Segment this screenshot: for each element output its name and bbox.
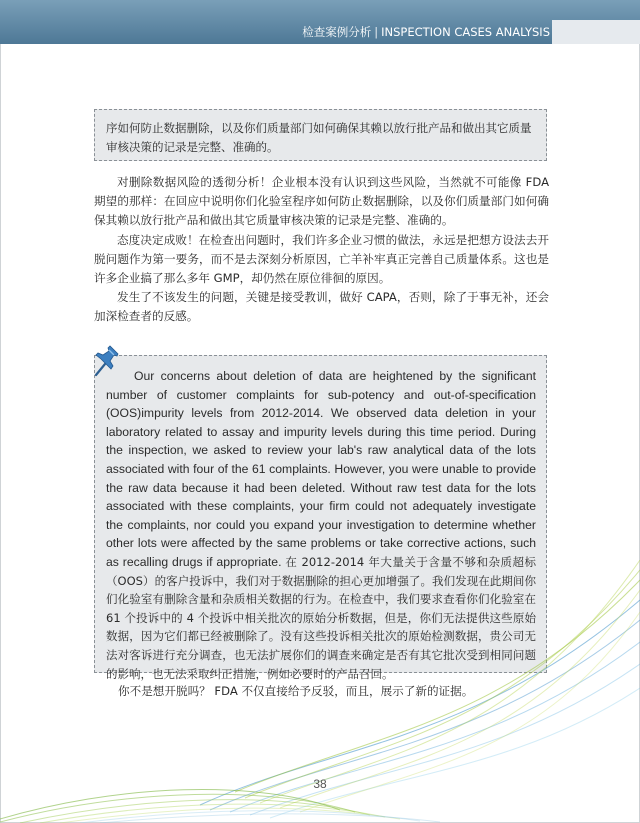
quote-chinese: 在 2012-2014 年大量关于含量不够和杂质超标（OOS）的客户投诉中，我们对于数据删除的担心更加增强了。我们发现在此期间你们化验室有删除含量和杂质相关数据的行为。在检查中，我们要求查看你们化验室在 61 个投诉中的 4 个投诉中相关批次的原始分析数据，但是，你们无法提供这些原始数据，因为它们都已经被删除了。没有这些投诉相关批次的原始检测数据，贵公司无法对客诉进行充分调查，也无法扩展你们的调查来确定是否有其它批次受到相同问题的影响，也无法采取纠正措施，例如必要时的产品召回。 <box>106 554 536 681</box>
header-title <box>302 24 550 40</box>
body-paragraph-1: 对删除数据风险的透彻分析！企业根本没有认识到这些风险，当然就不可能像 FDA 期望的那样：在回应中说明你们化验室程序如何防止数据删除，以及你们质量部门如何确保其赖以放行批产品和做出其它质量审核决策的记录是完整、准确的。 <box>94 175 549 228</box>
body-paragraph-3: 发生了不该发生的问题，关键是接受教训，做好 CAPA，否则，除了于事无补，还会加深检查者的反感。 <box>94 290 549 324</box>
body-text <box>94 173 549 327</box>
quote-english: Our concerns about deletion of data are heightened by the significant number of customer complaints for sub-potency and out-of-specification (OOS)impurity levels from 2012-2014. We observed data deletion in your laboratory related to assay and impurity levels during this time period. During the inspection, we asked to review your lab's raw analytical data of the lots associated with four of the 61 complaints. However, you were unable to provide the raw data because it had been deleted. Without raw test data for the lots associated with these complaints, your firm could not adequately investigate the complaints, nor could you expand your investigation to determine whether other lots were affected by the same problems or take corrective actions, such as recalling drugs if appropriate. <box>106 369 536 569</box>
callout-text: 序如何防止数据删除，以及你们质量部门如何确保其赖以放行批产品和做出其它质量审核决策的记录是完整、准确的。 <box>106 121 532 154</box>
callout-box-top <box>94 109 547 161</box>
header-title-cn: 检查案例分析 <box>302 25 372 39</box>
pushpin-icon <box>90 344 122 378</box>
page-number: 38 <box>313 777 327 791</box>
closing-line: 你不是想开脱吗？ FDA 不仅直接给予反驳，而且，展示了新的证据。 <box>118 684 474 698</box>
header-tab <box>552 20 640 44</box>
header-title-en: INSPECTION CASES ANALYSIS <box>381 25 550 39</box>
header-separator: | <box>374 25 379 39</box>
header-bar <box>0 0 640 44</box>
body-paragraph-2: 态度决定成败！在检查出问题时，我们许多企业习惯的做法，永远是把想方设法去开脱问题作为第一要务，而不是去深刻分析原因，亡羊补牢真正完善自己质量体系。这也是许多企业搞了那么多年 GMP，却仍然在原位徘徊的原因。 <box>94 232 549 286</box>
